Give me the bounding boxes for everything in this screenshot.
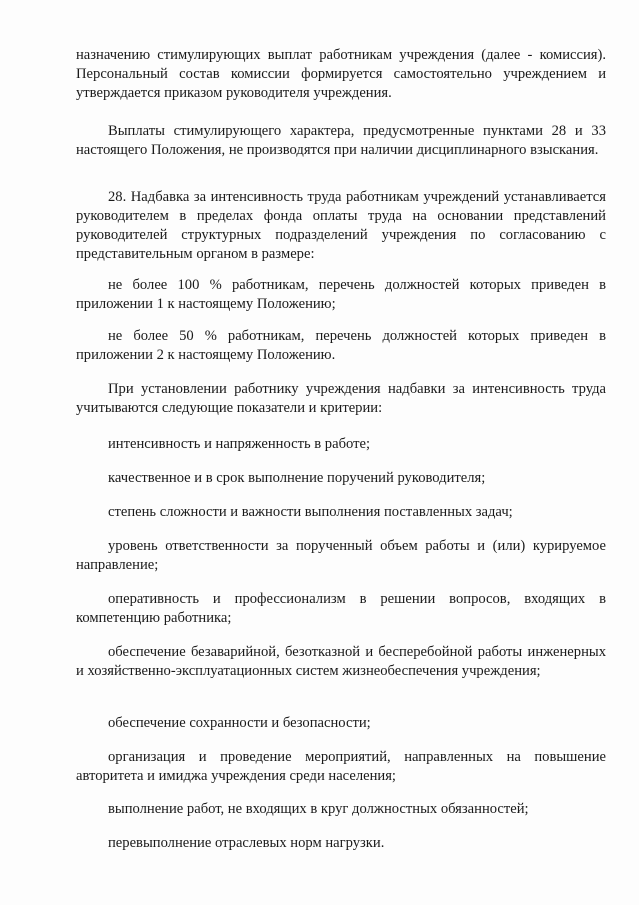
paragraph-commission: назначению стимулирующих выплат работникам учреждения (далее - комиссия). Персональный состав комиссии формируется самостоятельно учреждением и утверждается приказом руководителя учреждения. (76, 47, 606, 101)
criterion-events: организация и проведение мероприятий, направленных на повышение авторитета и имиджа учреждения среди населения; (76, 749, 606, 784)
paragraph-disciplinary: Выплаты стимулирующего характера, предусмотренные пунктами 28 и 33 настоящего Положения, не производятся при наличии дисциплинарного взыскания. (76, 123, 606, 158)
paragraph-limit-100: не более 100 % работникам, перечень должностей которых приведен в приложении 1 к настоящему Положению; (76, 277, 606, 312)
criterion-quality: качественное и в срок выполнение поручений руководителя; (108, 470, 486, 486)
criterion-efficiency: оперативность и профессионализм в решении вопросов, входящих в компетенцию работника; (76, 591, 606, 626)
criterion-responsibility: уровень ответственности за порученный объем работы и (или) курируемое направление; (76, 538, 606, 573)
paragraph-item-28: 28. Надбавка за интенсивность труда работникам учреждений устанавливается руководителем в пределах фонда оплаты труда на основании представлений руководителей структурных подразделений учреждения по согласованию с представительным органом в размере: (76, 189, 606, 262)
criterion-intensity: интенсивность и напряженность в работе; (108, 436, 371, 452)
paragraph-criteria-intro: При установлении работнику учреждения надбавки за интенсивность труда учитываются следующие показатели и критерии: (76, 381, 606, 416)
criterion-overload: перевыполнение отраслевых норм нагрузки. (108, 835, 385, 851)
criterion-safety: обеспечение сохранности и безопасности; (108, 715, 371, 731)
criterion-extra-work: выполнение работ, не входящих в круг должностных обязанностей; (108, 801, 529, 817)
criterion-systems: обеспечение безаварийной, безотказной и бесперебойной работы инженерных и хозяйственно-эксплуатационных систем жизнеобеспечения учреждения; (76, 644, 606, 679)
criterion-complexity: степень сложности и важности выполнения поставленных задач; (108, 504, 513, 520)
paragraph-limit-50: не более 50 % работникам, перечень должностей которых приведен в приложении 2 к настоящему Положению. (76, 328, 606, 363)
